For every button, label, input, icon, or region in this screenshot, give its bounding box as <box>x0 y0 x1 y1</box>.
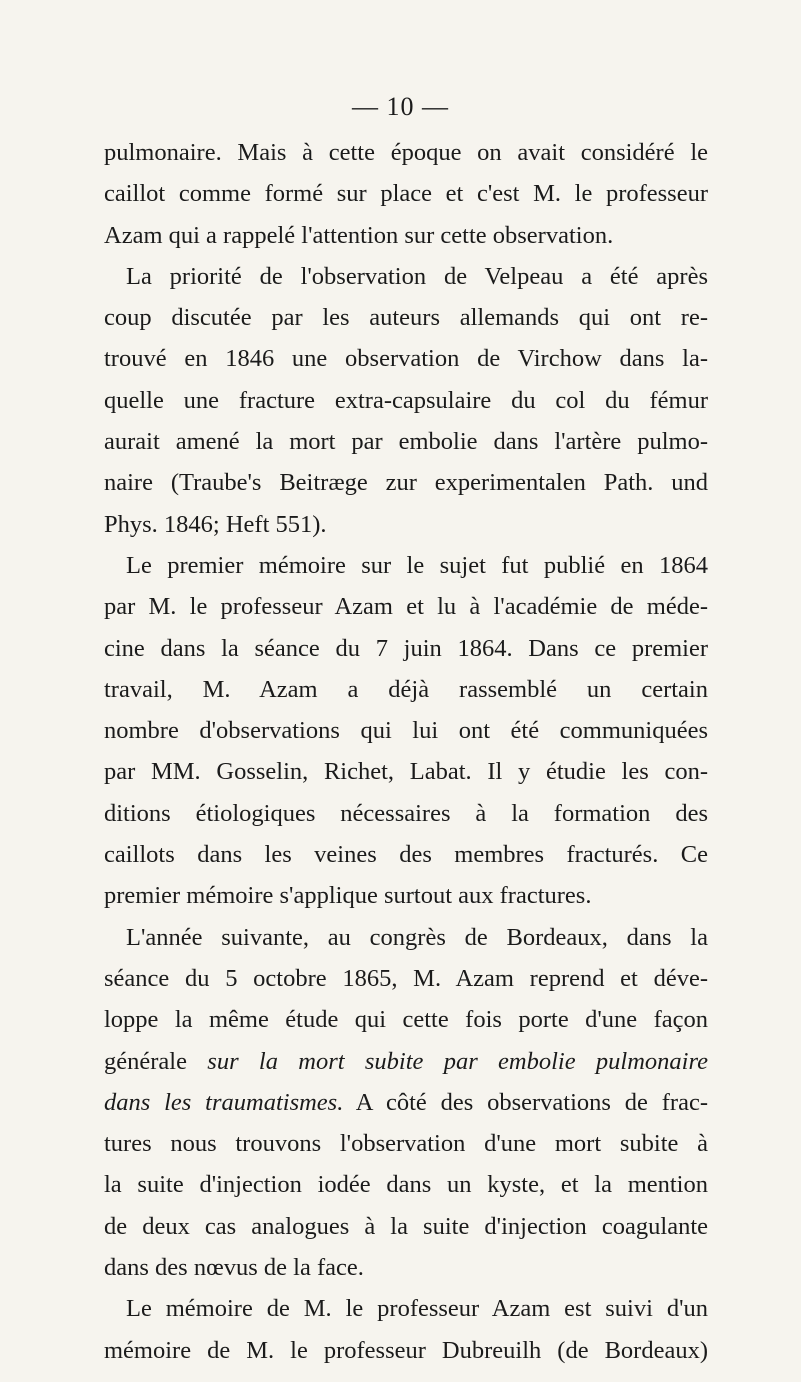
line-text: nombre d'observations qui lui ont été communiquées <box>104 717 708 745</box>
text-line <box>104 256 708 297</box>
line-text: pulmonaire. Mais à cette époque on avait considéré le <box>104 139 708 166</box>
line-text: par M. le professeur Azam et lu à l'académie de méde- <box>104 593 708 621</box>
text-line <box>104 504 708 545</box>
line-text: de deux cas analogues à la suite d'injection coagulante <box>104 1212 708 1240</box>
text-line <box>104 710 708 751</box>
text-line <box>104 875 708 916</box>
line-text: aurait amené la mort par embolie dans l'artère pulmo- <box>104 428 708 456</box>
line-text: loppe la même étude qui cette fois porte d'une façon <box>104 1006 708 1034</box>
line-text: L'année suivante, au congrès de Bordeaux, dans la <box>126 923 708 951</box>
text-line <box>104 834 708 875</box>
line-text: coup discutée par les auteurs allemands qui ont re- <box>104 304 708 332</box>
line-text: ditions étiologiques nécessaires à la formation des <box>104 799 708 827</box>
text-line <box>104 421 708 462</box>
line-text: premier mémoire s'applique surtout aux fractures. <box>104 882 592 910</box>
line-text: générale <box>104 1047 208 1075</box>
line-text: tures nous trouvons l'observation d'une mort subite à <box>104 1130 708 1158</box>
text-line <box>104 751 708 792</box>
line-text: par MM. Gosselin, Richet, Labat. Il y étudie les con- <box>104 758 708 786</box>
line-text: Le mémoire de M. le professeur Azam est suivi d'un <box>126 1295 708 1323</box>
line-text: quelle une fracture extra-capsulaire du col du fémur <box>104 386 708 414</box>
line-text: La priorité de l'observation de Velpeau a été après <box>126 262 708 290</box>
text-line <box>104 669 708 710</box>
line-text: travail, M. Azam a déjà rassemblé un certain <box>104 675 708 703</box>
text-line <box>104 1288 708 1329</box>
text-line <box>104 380 708 421</box>
body-text <box>104 132 708 1371</box>
line-text: Phys. 1846; Heft 551). <box>104 510 327 538</box>
text-line <box>104 1082 708 1123</box>
text-line <box>104 586 708 627</box>
text-line <box>104 132 708 173</box>
text-line <box>104 338 708 379</box>
text-line <box>104 999 708 1040</box>
text-line <box>104 215 708 256</box>
line-text: naire (Traube's Beitræge zur experimentalen Path. und <box>104 469 708 497</box>
text-line <box>104 793 708 834</box>
page-number: — 10 — <box>352 92 449 121</box>
text-line <box>104 628 708 669</box>
line-text: séance du 5 octobre 1865, M. Azam reprend et déve- <box>104 964 708 992</box>
line-text: caillots dans les veines des membres fracturés. Ce <box>104 841 708 869</box>
text-line <box>104 917 708 958</box>
text-line <box>104 958 708 999</box>
italic-text: dans les traumatismes. <box>104 1088 344 1116</box>
line-text: Azam qui a rappelé l'attention sur cette observation. <box>104 221 614 249</box>
line-text: mémoire de M. le professeur Dubreuilh (de Bordeaux) <box>104 1336 708 1364</box>
text-line <box>104 1164 708 1205</box>
text-line <box>104 1123 708 1164</box>
line-text: dans des nœvus de la face. <box>104 1254 364 1282</box>
text-line <box>104 297 708 338</box>
text-line <box>104 1247 708 1288</box>
text-line <box>104 1206 708 1247</box>
line-text: caillot comme formé sur place et c'est M. le professeur <box>104 180 708 208</box>
line-text: cine dans la séance du 7 juin 1864. Dans ce premier <box>104 634 708 662</box>
text-line <box>104 1330 708 1371</box>
text-line <box>104 173 708 214</box>
text-line <box>104 462 708 503</box>
line-text: la suite d'injection iodée dans un kyste, et la mention <box>104 1171 708 1199</box>
text-line <box>104 545 708 586</box>
line-text: Le premier mémoire sur le sujet fut publié en 1864 <box>126 551 708 579</box>
line-text: A côté des observations de frac- <box>343 1088 708 1116</box>
text-line <box>104 1041 708 1082</box>
line-text: trouvé en 1846 une observation de Virchow dans la- <box>104 345 708 373</box>
italic-text: sur la mort subite par embolie pulmonaire <box>207 1047 708 1075</box>
